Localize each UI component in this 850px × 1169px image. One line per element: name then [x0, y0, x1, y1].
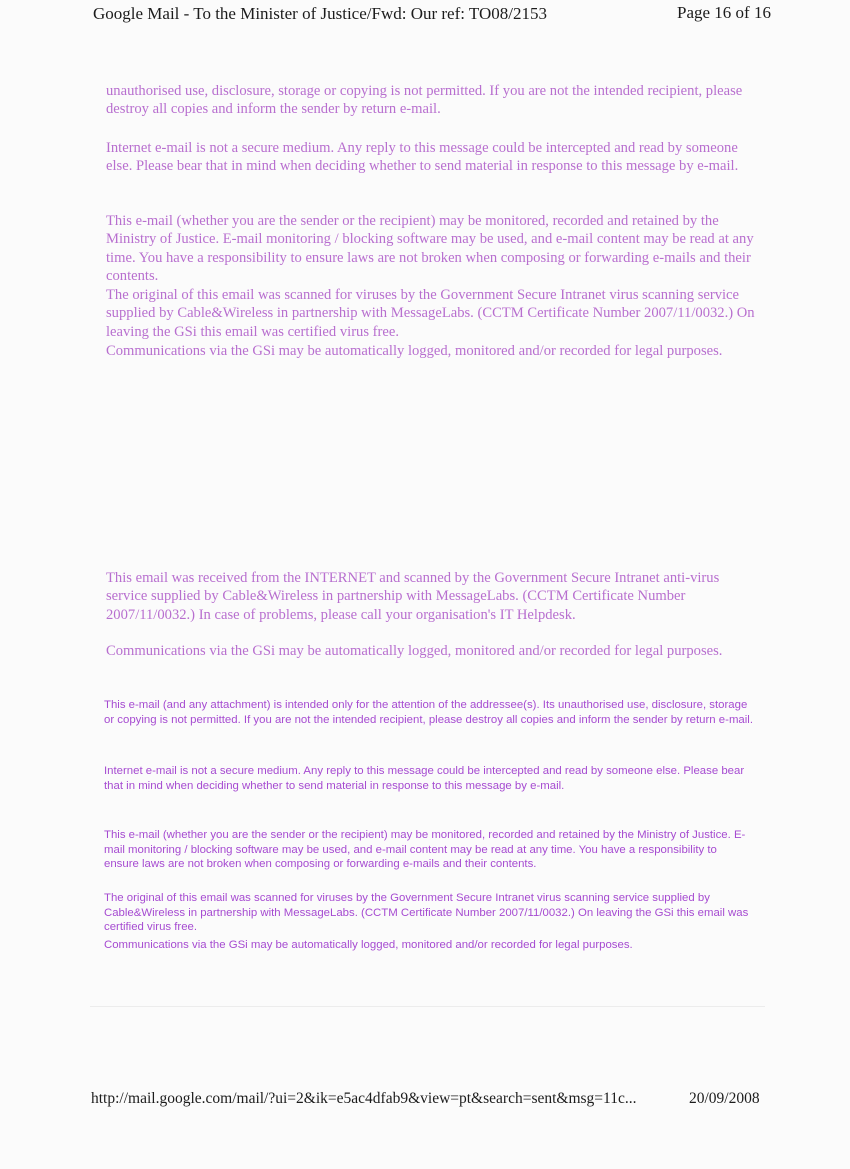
- page-header-title: Google Mail - To the Minister of Justice/Fwd: Our ref: TO08/2153: [93, 4, 547, 23]
- disclaimer-paragraph: unauthorised use, disclosure, storage or copying is not permitted. If you are not the intended recipient, please destroy all copies and inform the sender by return e-mail.: [106, 83, 743, 118]
- footer-date: 20/09/2008: [689, 1090, 760, 1107]
- disclaimer-paragraph: This e-mail (and any attachment) is intended only for the attention of the addressee(s). Its unauthorised use, disclosure, storage or copying is not permitted. If you are not the intended recipient, please destroy all copies and inform the sender by return e-mail.: [104, 699, 753, 726]
- disclaimer-paragraph: Communications via the GSi may be automatically logged, monitored and/or recorded for legal purposes.: [106, 643, 723, 659]
- disclaimer-paragraph: Communications via the GSi may be automatically logged, monitored and/or recorded for legal purposes.: [104, 939, 633, 951]
- disclaimer-paragraph: The original of this email was scanned for viruses by the Government Secure Intranet virus scanning service supplied by Cable&Wireless in partnership with MessageLabs. (CCTM Certificate Number 2007/11/0032.) On leaving the GSi this email was certified virus free.: [106, 287, 755, 340]
- disclaimer-paragraph: This e-mail (whether you are the sender or the recipient) may be monitored, recorded and retained by the Ministry of Justice. E-mail monitoring / blocking software may be used, and e-mail content may be read at any time. You have a responsibility to ensure laws are not broken when composing or forwarding e-mails and their contents.: [106, 213, 754, 285]
- internet-scan-notice: This email was received from the INTERNET and scanned by the Government Secure Intranet anti-virus service supplied by Cable&Wireless in partnership with MessageLabs. (CCTM Certificate Number 2007/11/0032.) In case of problems, please call your organisation's IT Helpdesk.: [106, 570, 720, 623]
- disclaimer-paragraph: Internet e-mail is not a secure medium. Any reply to this message could be intercepted and read by someone else. Please bear that in mind when deciding whether to send material in response to this message by e-mail.: [106, 140, 739, 175]
- disclaimer-paragraph: Internet e-mail is not a secure medium. Any reply to this message could be intercepted and read by someone else. Please bear that in mind when deciding whether to send material in response to this message by e-mail.: [104, 765, 745, 792]
- disclaimer-paragraph: Communications via the GSi may be automatically logged, monitored and/or recorded for legal purposes.: [106, 343, 723, 359]
- divider: [90, 1006, 765, 1007]
- page-number: Page 16 of 16: [677, 3, 771, 22]
- footer-url: http://mail.google.com/mail/?ui=2&ik=e5ac4dfab9&view=pt&search=sent&msg=11c...: [91, 1090, 637, 1107]
- disclaimer-paragraph: This e-mail (whether you are the sender or the recipient) may be monitored, recorded and retained by the Ministry of Justice. E-mail monitoring / blocking software may be used, and e-mail content may be read at any time. You have a responsibility to ensure laws are not broken when composing or forwarding e-mails and their contents.: [104, 829, 746, 871]
- disclaimer-paragraph: The original of this email was scanned for viruses by the Government Secure Intranet virus scanning service supplied by Cable&Wireless in partnership with MessageLabs. (CCTM Certificate Number 2007/11/0032.) On leaving the GSi this email was certified virus free.: [104, 892, 749, 934]
